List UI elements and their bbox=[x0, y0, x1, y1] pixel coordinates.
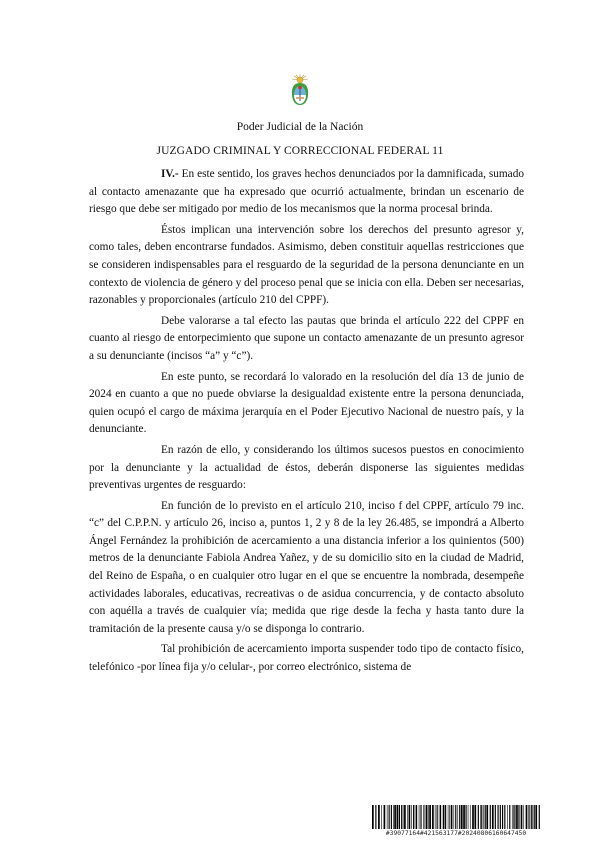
paragraph: En función de lo previsto en el artículo 210, inciso f del CPPF, artículo 79 inc. “c” del C.P.P.N. y artículo 26, inciso a, puntos 1, 2 y 8 de la ley 26.485, se impondrá a Alberto Ángel Fernández la prohibición de acercamiento a una distancia inferior a los quinientos (500) metros de la denunciante Fabiola Andrea Yañez, y de su domicilio sito en la ciudad de Madrid, del Reino de España, o en cualquier otro lugar en el que se encuentre la nombrada, desempeñe actividades laborales, educativas, recreativas o de asidua concurrencia, y de contacto absoluto con aquélla a través de cualquier vía; medida que rige desde la fecha y hasta tanto dure la tramitación de la presente causa y/o se disponga lo contrario. bbox=[89, 499, 524, 635]
paragraph: En razón de ello, y considerando los últimos sucesos puestos en conocimiento por la denunciante y la actualidad de éstos, deberán disponerse las siguientes medidas preventivas urgentes de resguardo: bbox=[89, 443, 524, 492]
document-body bbox=[89, 166, 524, 680]
section-number: IV.- bbox=[161, 168, 179, 180]
barcode-number: #39077164#421563177#20240806160647450 bbox=[385, 830, 527, 837]
court-header: Poder Judicial de la Nación bbox=[236, 121, 364, 133]
paragraph: En este punto, se recordará lo valorado en la resolución del día 13 de junio de 2024 en cuanto a que no puede obviarse la desigualdad existente entre la persona denunciada, quien ocupó el cargo de máxima jerarquía en el Poder Ejecutivo Nacional de nuestro país, y la denunciante. bbox=[89, 370, 524, 436]
court-name: JUZGADO CRIMINAL Y CORRECCIONAL FEDERAL 11 bbox=[156, 145, 444, 157]
paragraph: Debe valorarse a tal efecto las pautas que brinda el artículo 222 del CPPF en cuanto al riesgo de entorpecimiento que supone un contacto amenazante de un presunto agresor a su denunciante (incisos “a” y “c”). bbox=[89, 314, 524, 362]
paragraph: Tal prohibición de acercamiento importa suspender todo tipo de contacto físico, telefónico -por línea fija y/o celular-, por correo electrónico, sistema de bbox=[89, 643, 524, 674]
paragraph-text: En este sentido, los graves hechos denunciados por la damnificada, sumado al contacto amenazante que ha expresado que ocurrió actualmente, brindan un escenario de riesgo que debe ser mitigado por medio de los mecanismos que la norma procesal brinda. bbox=[89, 168, 524, 216]
paragraph: Éstos implican una intervención sobre los derechos del presunto agresor y, como tales, deben encontrarse fundados. Asimismo, deben constituir aquellas restricciones que se consideren indispensables para el resguardo de la seguridad de la persona denunciante en un contexto de violencia de género y del proceso penal que se inicia con ella. Deben ser necesarias, razonables y proporcionales (artículo 210 del CPPF). bbox=[89, 223, 524, 307]
paragraph bbox=[89, 166, 524, 219]
argentine-coat-of-arms-icon bbox=[289, 74, 311, 108]
barcode-icon bbox=[372, 805, 540, 829]
document-barcode bbox=[372, 805, 540, 837]
